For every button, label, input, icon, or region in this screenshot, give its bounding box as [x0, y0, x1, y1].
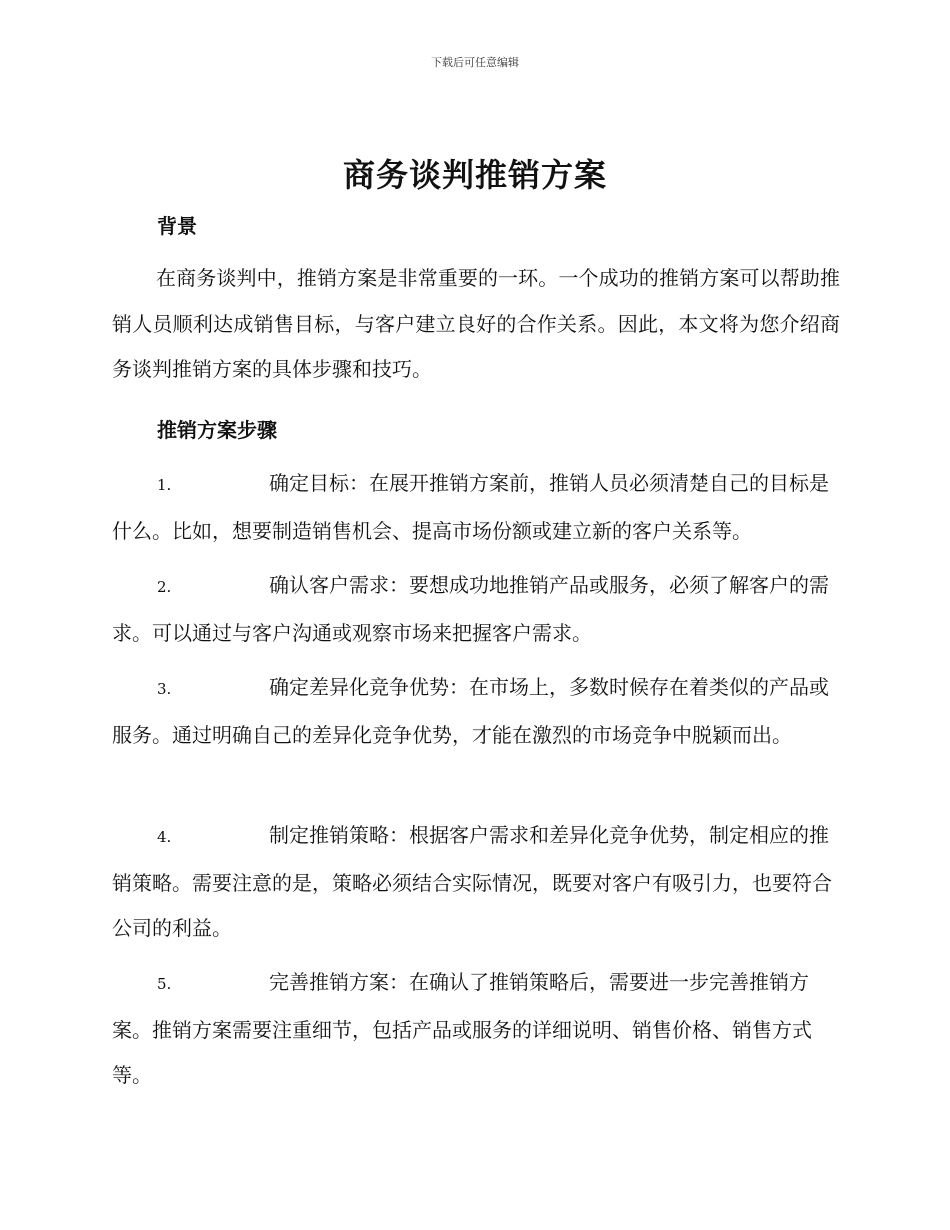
step-number: 4. — [157, 828, 172, 846]
step-number: 3. — [157, 680, 172, 698]
step-text: 确定差异化竞争优势：在市场上，多数时候存在着类似的产品或服务。通过明确自己的差异化竞争优势，才能在激烈的市场竞争中脱颖而出。 — [112, 675, 829, 747]
step-item — [112, 813, 840, 952]
background-paragraph: 在商务谈判中，推销方案是非常重要的一环。一个成功的推销方案可以帮助推销人员顺利达成销售目标，与客户建立良好的合作关系。因此，本文将为您介绍商务谈判推销方案的具体步骤和技巧。 — [112, 266, 840, 381]
step-item — [112, 563, 840, 656]
section-heading-steps: 推销方案步骤 — [157, 418, 277, 442]
step-number: 2. — [157, 578, 172, 596]
step-text: 确定目标：在展开推销方案前，推销人员必须清楚自己的目标是什么。比如，想要制造销售机会、提高市场份额或建立新的客户关系等。 — [112, 471, 829, 543]
document-title: 商务谈判推销方案 — [342, 156, 607, 194]
step-item — [112, 665, 840, 758]
section-heading-background: 背景 — [157, 214, 197, 238]
step-text: 制定推销策略：根据客户需求和差异化竞争优势，制定相应的推销策略。需要注意的是，策略必须结合实际情况，既要对客户有吸引力，也要符合公司的利益。 — [112, 823, 832, 940]
step-number: 5. — [157, 975, 172, 993]
header-note: 下载后可任意编辑 — [431, 56, 519, 69]
step-number: 1. — [157, 476, 172, 494]
step-item — [112, 461, 840, 554]
step-text: 确认客户需求：要想成功地推销产品或服务，必须了解客户的需求。可以通过与客户沟通或观察市场来把握客户需求。 — [112, 573, 829, 645]
step-item — [112, 960, 840, 1099]
step-text: 完善推销方案：在确认了推销策略后，需要进一步完善推销方案。推销方案需要注重细节，包括产品或服务的详细说明、销售价格、销售方式等。 — [112, 970, 812, 1087]
